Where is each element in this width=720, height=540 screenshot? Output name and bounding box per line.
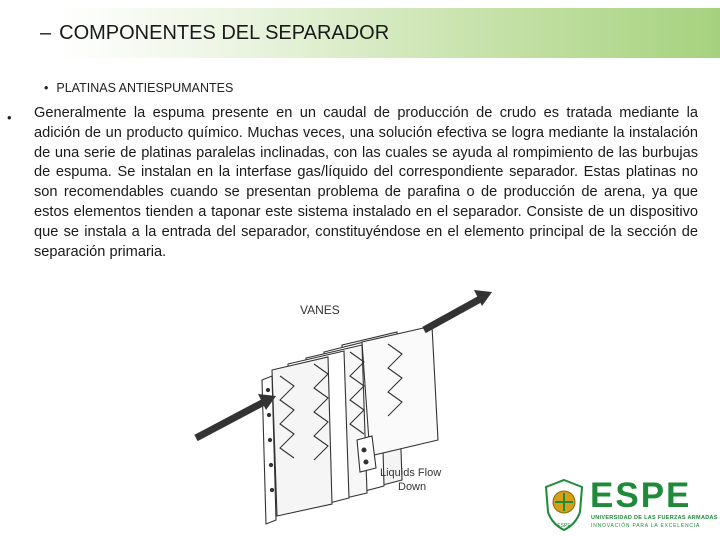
logo-tagline: INNOVACIÓN PARA LA EXCELENCIA — [591, 523, 701, 529]
subheading-text: PLATINAS ANTIESPUMANTES — [56, 81, 234, 95]
logo-wordmark: ESPE — [590, 476, 692, 515]
outlet-arrow-icon — [424, 290, 492, 330]
crest-text: ESPE — [557, 523, 571, 529]
label-vanes: VANES — [300, 303, 340, 317]
espe-logo — [542, 476, 718, 532]
page-title — [40, 22, 389, 45]
title-dash: – — [40, 22, 52, 44]
label-liquids-flow: Liquids Flow — [380, 467, 442, 479]
logo-subtitle: UNIVERSIDAD DE LAS FUERZAS ARMADAS — [591, 515, 718, 521]
subheading-bullet: • — [44, 81, 49, 95]
paragraph-bullet: • — [7, 110, 12, 125]
body-paragraph: Generalmente la espuma presente en un caudal de producción de crudo es tratada mediante la adición de un producto químico. Muchas veces, una solución efectiva se logra mediante la instalación de una serie de platinas paralelas inclinadas, con las cuales se ayuda al rompimiento de las burbujas de espuma. Se instalan en la interfase gas/líquido del correspondiente separador. Estas platinas no son recomendables cuando se presentan problema de parafina o de producción de arena, ya que estos elementos tienden a taponar este sistema instalado en el separador. Consiste de un dispositivo que se instala a la entrada del separador, constituyéndose en el elemento principal de la sección de separación primaria. — [34, 105, 698, 260]
vane-plates — [262, 326, 438, 524]
label-down: Down — [398, 481, 427, 493]
subheading — [44, 81, 233, 95]
espe-crest-icon — [542, 478, 586, 532]
title-text: COMPONENTES DEL SEPARADOR — [59, 22, 390, 44]
vanes-diagram — [192, 290, 492, 540]
